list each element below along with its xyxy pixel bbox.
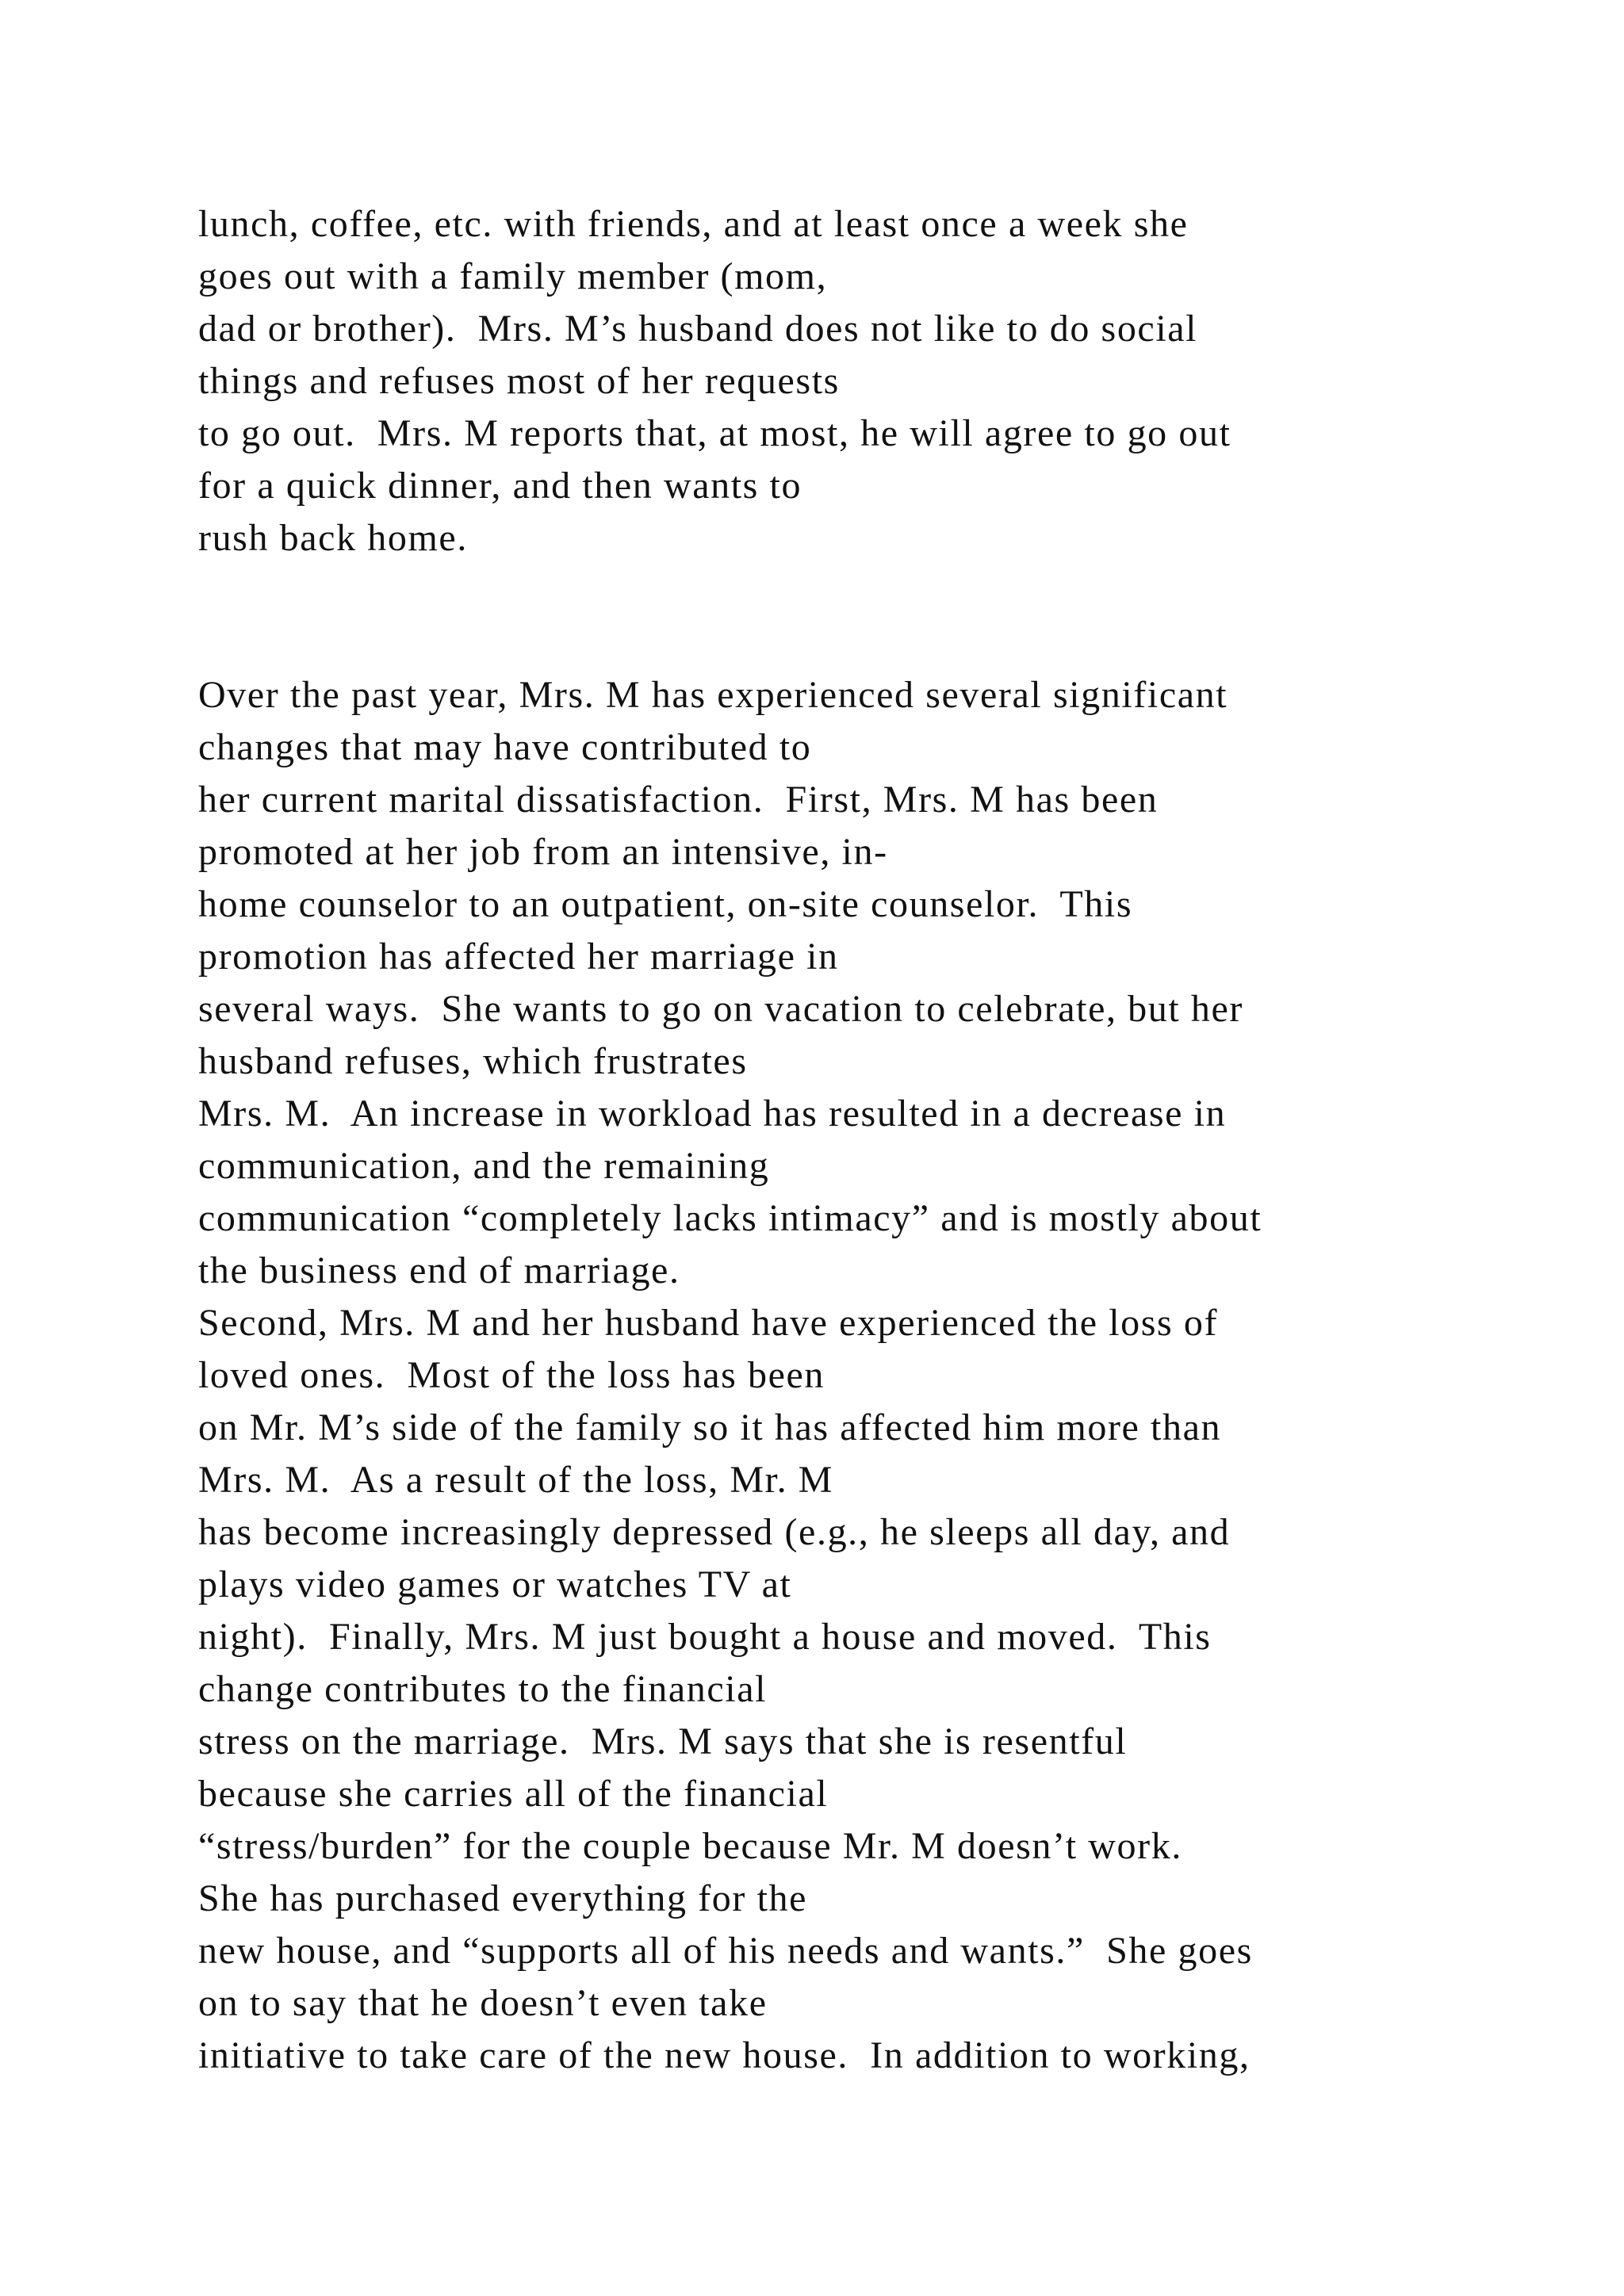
text-line: communication, and the remaining — [198, 1145, 770, 1187]
text-line: promotion has affected her marriage in — [198, 936, 839, 978]
text-line: rush back home. — [198, 517, 468, 559]
text-line: “stress/burden” for the couple because Mr. M doesn’t work. — [198, 1825, 1182, 1867]
text-line: things and refuses most of her requests — [198, 360, 840, 402]
text-line: Mrs. M. An increase in workload has resulted in a decrease in — [198, 1093, 1227, 1135]
text-line: promoted at her job from an intensive, in- — [198, 831, 888, 873]
text-line: to go out. Mrs. M reports that, at most, he will agree to go out — [198, 412, 1231, 454]
paragraph-recent-changes — [198, 669, 1618, 2082]
text-line: on to say that he doesn’t even take — [198, 1982, 768, 2024]
text-line: dad or brother). Mrs. M’s husband does not like to do social — [198, 308, 1198, 350]
text-line: several ways. She wants to go on vacation to celebrate, but her — [198, 988, 1244, 1030]
text-line: She has purchased everything for the — [198, 1877, 808, 1919]
text-line: the business end of marriage. — [198, 1249, 680, 1292]
text-line: home counselor to an outpatient, on-site counselor. This — [198, 883, 1133, 925]
text-line: changes that may have contributed to — [198, 726, 812, 768]
text-line: initiative to take care of the new house. In addition to working, — [198, 2034, 1251, 2076]
text-line: lunch, coffee, etc. with friends, and at least once a week she — [198, 203, 1189, 245]
text-line: stress on the marriage. Mrs. M says that she is resentful — [198, 1720, 1128, 1762]
text-line: night). Finally, Mrs. M just bought a house and moved. This — [198, 1616, 1212, 1658]
text-line: has become increasingly depressed (e.g., he sleeps all day, and — [198, 1511, 1231, 1553]
text-line: Second, Mrs. M and her husband have experienced the loss of — [198, 1302, 1219, 1344]
text-line: Over the past year, Mrs. M has experienced several significant — [198, 674, 1228, 716]
text-line: on Mr. M’s side of the family so it has affected him more than — [198, 1406, 1222, 1448]
text-line: communication “completely lacks intimacy” and is mostly about — [198, 1197, 1262, 1239]
text-line: new house, and “supports all of his needs and wants.” She goes — [198, 1930, 1253, 1972]
text-line: husband refuses, which frustrates — [198, 1040, 748, 1082]
text-line: change contributes to the financial — [198, 1668, 768, 1710]
text-line: her current marital dissatisfaction. First, Mrs. M has been — [198, 779, 1159, 821]
paragraph-social-life — [198, 198, 1618, 564]
text-line: plays video games or watches TV at — [198, 1563, 792, 1605]
text-line: because she carries all of the financial — [198, 1773, 829, 1815]
text-line: for a quick dinner, and then wants to — [198, 465, 802, 507]
text-line: Mrs. M. As a result of the loss, Mr. M — [198, 1459, 834, 1501]
text-line: goes out with a family member (mom, — [198, 255, 828, 297]
text-line: loved ones. Most of the loss has been — [198, 1354, 825, 1396]
